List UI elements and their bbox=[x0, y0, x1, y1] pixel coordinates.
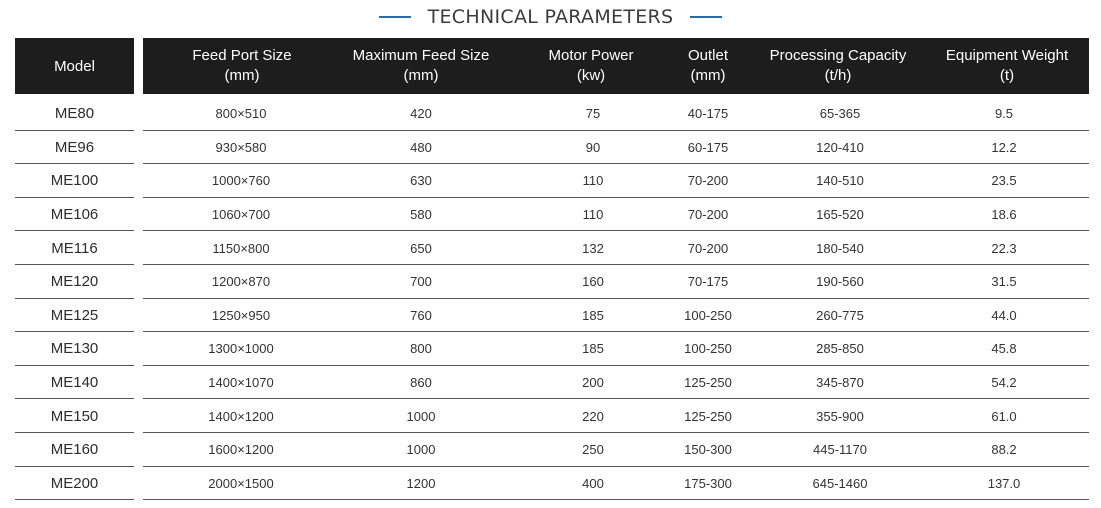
cell-model: ME160 bbox=[50, 441, 99, 459]
header-processing-capacity bbox=[755, 38, 921, 94]
cell-motor-power: 185 bbox=[582, 307, 604, 323]
cell-max-feed-size: 420 bbox=[410, 106, 432, 122]
cell-motor-power: 110 bbox=[582, 207, 604, 223]
cell-equipment-weight: 18.6 bbox=[991, 207, 1017, 223]
cell-motor-power: 200 bbox=[582, 375, 604, 391]
cell-feed-port-size: 1600×1200 bbox=[208, 442, 274, 458]
cell-feed-port-size: 800×510 bbox=[215, 106, 267, 122]
cell-feed-port-size: 1250×950 bbox=[211, 307, 271, 323]
cell-outlet: 60-175 bbox=[687, 139, 729, 155]
cell-processing-capacity: 260-775 bbox=[816, 307, 864, 323]
cell-outlet: 100-250 bbox=[684, 307, 732, 323]
cell-model: ME130 bbox=[50, 340, 99, 358]
header-unit: (mm) bbox=[403, 67, 439, 84]
cell-processing-capacity: 345-870 bbox=[816, 375, 864, 391]
cell-motor-power: 160 bbox=[582, 274, 604, 290]
cell-max-feed-size: 1200 bbox=[406, 475, 436, 491]
table-row bbox=[0, 433, 1101, 467]
header-label: Feed Port Size bbox=[192, 47, 292, 64]
header-model bbox=[15, 38, 134, 94]
cell-feed-port-size: 930×580 bbox=[215, 139, 267, 155]
cell-processing-capacity: 180-540 bbox=[816, 240, 864, 256]
title-left-rule bbox=[379, 16, 411, 18]
title-bar bbox=[0, 4, 1101, 30]
table-row bbox=[0, 299, 1101, 333]
header-unit: (t) bbox=[999, 67, 1015, 84]
cell-max-feed-size: 860 bbox=[410, 375, 432, 391]
cell-feed-port-size: 1400×1070 bbox=[208, 375, 274, 391]
cell-equipment-weight: 61.0 bbox=[991, 408, 1017, 424]
header-max-feed-size bbox=[337, 38, 505, 94]
header-unit: (kw) bbox=[576, 67, 606, 84]
cell-feed-port-size: 1400×1200 bbox=[208, 408, 274, 424]
cell-equipment-weight: 9.5 bbox=[994, 106, 1014, 122]
table-row bbox=[0, 97, 1101, 131]
header-label: Motor Power bbox=[548, 47, 634, 64]
header-label: Processing Capacity bbox=[769, 47, 907, 64]
cell-outlet: 70-200 bbox=[687, 173, 729, 189]
cell-motor-power: 250 bbox=[582, 442, 604, 458]
title-right-rule bbox=[690, 16, 722, 18]
cell-max-feed-size: 760 bbox=[410, 307, 432, 323]
table-body bbox=[0, 97, 1101, 500]
table-row bbox=[0, 131, 1101, 165]
cell-motor-power: 220 bbox=[582, 408, 604, 424]
table-row bbox=[0, 399, 1101, 433]
cell-processing-capacity: 645-1460 bbox=[812, 475, 868, 491]
header-label: Equipment Weight bbox=[945, 47, 1069, 64]
cell-motor-power: 400 bbox=[582, 475, 604, 491]
header-unit: (mm) bbox=[224, 67, 260, 84]
cell-feed-port-size: 1060×700 bbox=[211, 207, 271, 223]
table-row bbox=[0, 366, 1101, 400]
cell-equipment-weight: 31.5 bbox=[991, 274, 1017, 290]
cell-outlet: 100-250 bbox=[684, 341, 732, 357]
cell-model: ME96 bbox=[54, 138, 95, 156]
cell-feed-port-size: 1300×1000 bbox=[208, 341, 274, 357]
cell-max-feed-size: 1000 bbox=[406, 408, 436, 424]
cell-motor-power: 110 bbox=[582, 173, 604, 189]
cell-motor-power: 185 bbox=[582, 341, 604, 357]
cell-outlet: 125-250 bbox=[684, 375, 732, 391]
header-outlet bbox=[673, 38, 743, 94]
table-row bbox=[0, 198, 1101, 232]
cell-outlet: 40-175 bbox=[687, 106, 729, 122]
header-equipment-weight bbox=[929, 38, 1085, 94]
table-header bbox=[143, 38, 1089, 94]
cell-max-feed-size: 630 bbox=[410, 173, 432, 189]
header-label: Maximum Feed Size bbox=[352, 47, 490, 64]
cell-equipment-weight: 45.8 bbox=[991, 341, 1017, 357]
cell-model: ME106 bbox=[50, 206, 99, 224]
cell-max-feed-size: 1000 bbox=[406, 442, 436, 458]
cell-equipment-weight: 44.0 bbox=[991, 307, 1017, 323]
table-row bbox=[0, 164, 1101, 198]
cell-outlet: 70-175 bbox=[687, 274, 729, 290]
header-motor-power bbox=[535, 38, 647, 94]
header-unit: (t/h) bbox=[824, 67, 852, 84]
cell-motor-power: 90 bbox=[585, 139, 601, 155]
cell-outlet: 70-200 bbox=[687, 240, 729, 256]
cell-feed-port-size: 1200×870 bbox=[211, 274, 271, 290]
cell-motor-power: 132 bbox=[582, 240, 604, 256]
cell-max-feed-size: 480 bbox=[410, 139, 432, 155]
cell-model: ME200 bbox=[50, 474, 99, 492]
cell-outlet: 175-300 bbox=[684, 475, 732, 491]
cell-equipment-weight: 23.5 bbox=[991, 173, 1017, 189]
cell-processing-capacity: 355-900 bbox=[816, 408, 864, 424]
cell-model: ME120 bbox=[50, 273, 99, 291]
cell-model: ME125 bbox=[50, 306, 99, 324]
table-row bbox=[0, 265, 1101, 299]
table-row bbox=[0, 467, 1101, 501]
cell-max-feed-size: 650 bbox=[410, 240, 432, 256]
cell-processing-capacity: 445-1170 bbox=[813, 442, 867, 458]
table-row bbox=[0, 231, 1101, 265]
cell-outlet: 70-200 bbox=[687, 207, 729, 223]
cell-model: ME100 bbox=[50, 172, 99, 190]
cell-feed-port-size: 1150×800 bbox=[212, 240, 270, 256]
cell-equipment-weight: 88.2 bbox=[991, 442, 1017, 458]
cell-max-feed-size: 580 bbox=[410, 207, 432, 223]
page-title: TECHNICAL PARAMETERS bbox=[427, 6, 674, 28]
cell-processing-capacity: 165-520 bbox=[816, 207, 864, 223]
cell-max-feed-size: 800 bbox=[410, 341, 432, 357]
cell-outlet: 150-300 bbox=[684, 442, 732, 458]
cell-motor-power: 75 bbox=[585, 106, 601, 122]
cell-processing-capacity: 140-510 bbox=[816, 173, 864, 189]
cell-equipment-weight: 54.2 bbox=[991, 375, 1017, 391]
cell-max-feed-size: 700 bbox=[410, 274, 432, 290]
table-row bbox=[0, 332, 1101, 366]
cell-equipment-weight: 137.0 bbox=[987, 475, 1021, 491]
row-divider bbox=[143, 499, 1089, 500]
cell-processing-capacity: 285-850 bbox=[816, 341, 864, 357]
cell-processing-capacity: 120-410 bbox=[816, 139, 864, 155]
cell-processing-capacity: 190-560 bbox=[816, 274, 864, 290]
cell-model: ME150 bbox=[50, 407, 99, 425]
header-label: Outlet bbox=[687, 47, 729, 64]
cell-model: ME116 bbox=[51, 239, 98, 257]
cell-model: ME80 bbox=[54, 105, 95, 123]
row-divider bbox=[15, 499, 134, 500]
cell-feed-port-size: 1000×760 bbox=[211, 173, 271, 189]
cell-model: ME140 bbox=[50, 374, 99, 392]
header-unit: (mm) bbox=[690, 67, 726, 84]
cell-outlet: 125-250 bbox=[684, 408, 732, 424]
cell-equipment-weight: 12.2 bbox=[991, 139, 1017, 155]
cell-equipment-weight: 22.3 bbox=[991, 240, 1017, 256]
cell-feed-port-size: 2000×1500 bbox=[208, 475, 274, 491]
header-model-label: Model bbox=[54, 57, 95, 75]
header-feed-port-size bbox=[185, 38, 299, 94]
cell-processing-capacity: 65-365 bbox=[819, 106, 861, 122]
